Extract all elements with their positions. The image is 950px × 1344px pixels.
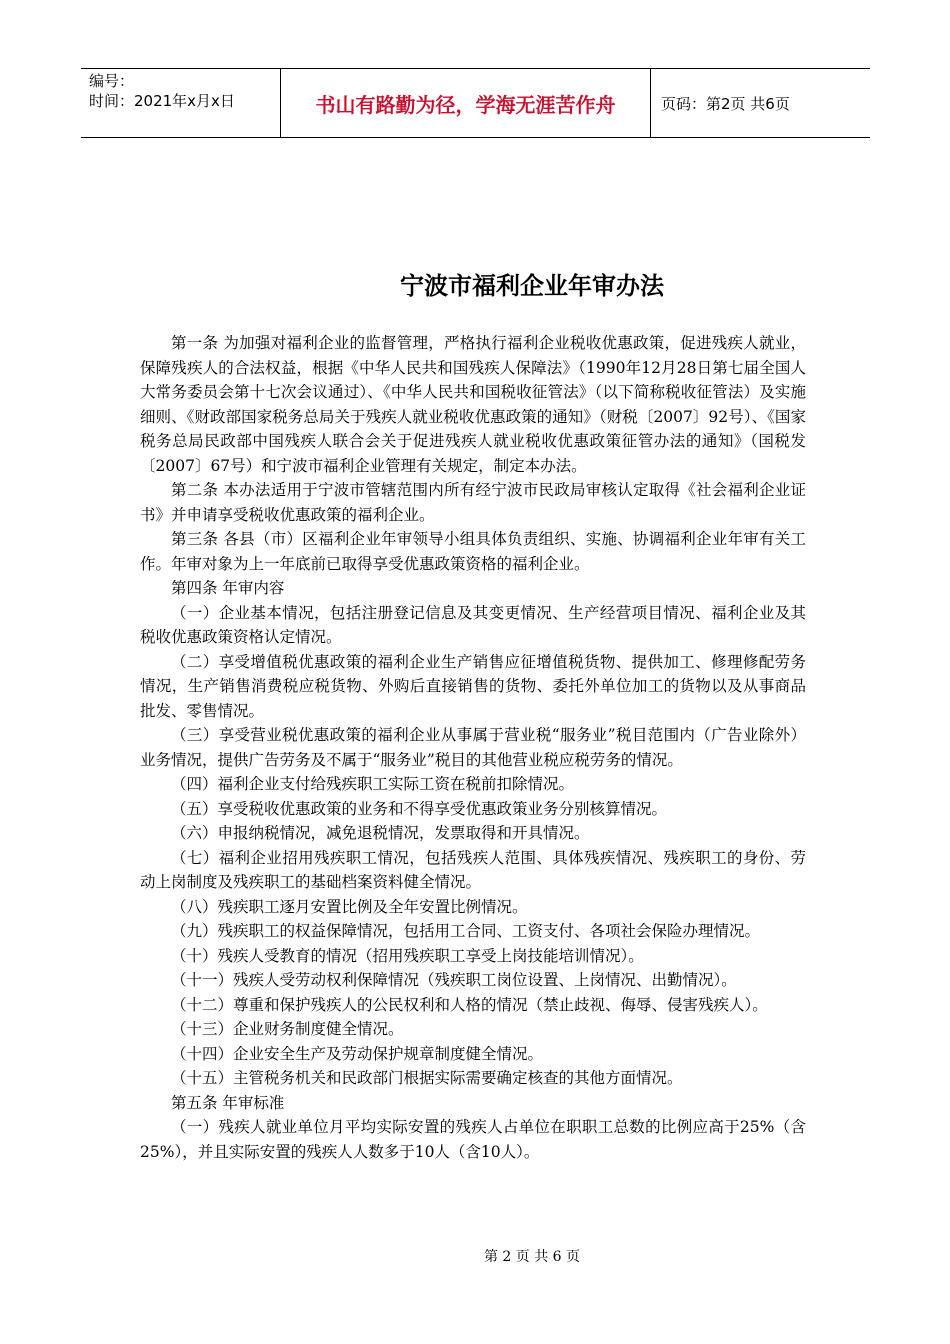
paragraph: （八）残疾职工逐月安置比例及全年安置比例情况。 — [171, 897, 528, 916]
paragraph: （七）福利企业招用残疾职工情况，包括残疾人范围、具体残疾情况、残疾职工的身份、劳动上岗制度及残疾职工的基础档案资料健全情况。 — [140, 848, 806, 891]
paragraph: （四）福利企业支付给残疾职工实际工资在税前扣除情况。 — [171, 775, 575, 793]
paragraph: （十二）尊重和保护残疾人的公民权利和人格的情况（禁止歧视、侮辱、侵害残疾人）。 — [171, 995, 768, 1014]
paragraph: 第二条 本办法适用于宁波市管辖范围内所有经宁波市民政局审核认定取得《社会福利企业证书》并申请享受税收优惠政策的福利企业。 — [140, 481, 806, 524]
paragraph: 第五条 年审标准 — [171, 1093, 285, 1112]
header-slogan: 书山有路勤为径，学海无涯苦作舟 — [281, 69, 651, 137]
paragraph: （一）残疾人就业单位月平均实际安置的残疾人占单位在职职工总数的比例应高于25%（含25%），并且实际安置的残疾人人数多于10人（含10人）。 — [140, 1118, 806, 1161]
paragraph: （六）申报纳税情况，减免退税情况，发票取得和开具情况。 — [171, 824, 590, 842]
paragraph: 第一条 为加强对福利企业的监督管理，严格执行福利企业税收优惠政策，促进残疾人就业，保障残疾人的合法权益，根据《中华人民共和国残疾人保障法》（1990年12月28日第七届全国人大常务委员会第十七次会议通过）、《中华人民共和国税收征管法》（以下简称税收征管法）及实施细则、《财政部国家税务总局关于残疾人就业税收优惠政策的通知》（财税〔2007〕92号）、《国家税务总局民政部中国残疾人联合会关于促进残疾人就业税收优惠政策征管办法的通知》（国税发〔2007〕67号）和宁波市福利企业管理有关规定，制定本办法。 — [140, 334, 806, 475]
header-meta — [81, 69, 281, 137]
document-body — [140, 331, 806, 1164]
paragraph: （十一）残疾人受劳动权利保障情况（残疾职工岗位设置、上岗情况、出勤情况）。 — [171, 971, 737, 989]
paragraph: 第四条 年审内容 — [171, 579, 285, 597]
paragraph: （三）享受营业税优惠政策的福利企业从事属于营业税“服务业”税目范围内（广告业除外）业务情况，提供广告劳务及不属于“服务业”税目的其他营业税应税劳务的情况。 — [140, 726, 806, 769]
paragraph: （十五）主管税务机关和民政部门根据实际需要确定核查的其他方面情况。 — [171, 1069, 683, 1087]
paragraph: （十）残疾人受教育的情况（招用残疾职工享受上岗技能培训情况）。 — [171, 946, 644, 965]
paragraph: （二）享受增值税优惠政策的福利企业生产销售应征增值税货物、提供加工、修理修配劳务情况，生产销售消费税应税货物、外购后直接销售的货物、委托外单位加工的货物以及从事商品批发、零售情况。 — [140, 652, 806, 720]
paragraph: （一）企业基本情况，包括注册登记信息及其变更情况、生产经营项目情况、福利企业及其税收优惠政策资格认定情况。 — [140, 603, 806, 646]
document-number-label: 编号： — [89, 72, 135, 90]
document-title: 宁波市福利企业年审办法 — [400, 272, 664, 300]
paragraph: （十四）企业安全生产及劳动保护规章制度健全情况。 — [171, 1044, 544, 1063]
page-header — [81, 68, 870, 138]
paragraph: （五）享受税收优惠政策的业务和不得享受优惠政策业务分别核算情况。 — [171, 799, 668, 818]
paragraph: 第三条 各县（市）区福利企业年审领导小组具体负责组织、实施、协调福利企业年审有关工作。年审对象为上一年底前已取得享受优惠政策资格的福利企业。 — [140, 530, 806, 573]
header-page-code: 页码：第2页 共6页 — [661, 94, 790, 113]
page-footer: 第 2 页 共 6 页 — [483, 1249, 581, 1265]
paragraph: （九）残疾职工的权益保障情况，包括用工合同、工资支付、各项社会保险办理情况。 — [171, 922, 761, 940]
paragraph: （十三）企业财务制度健全情况。 — [171, 1020, 404, 1038]
document-time-label: 时间：2021年x月x日 — [89, 92, 235, 110]
